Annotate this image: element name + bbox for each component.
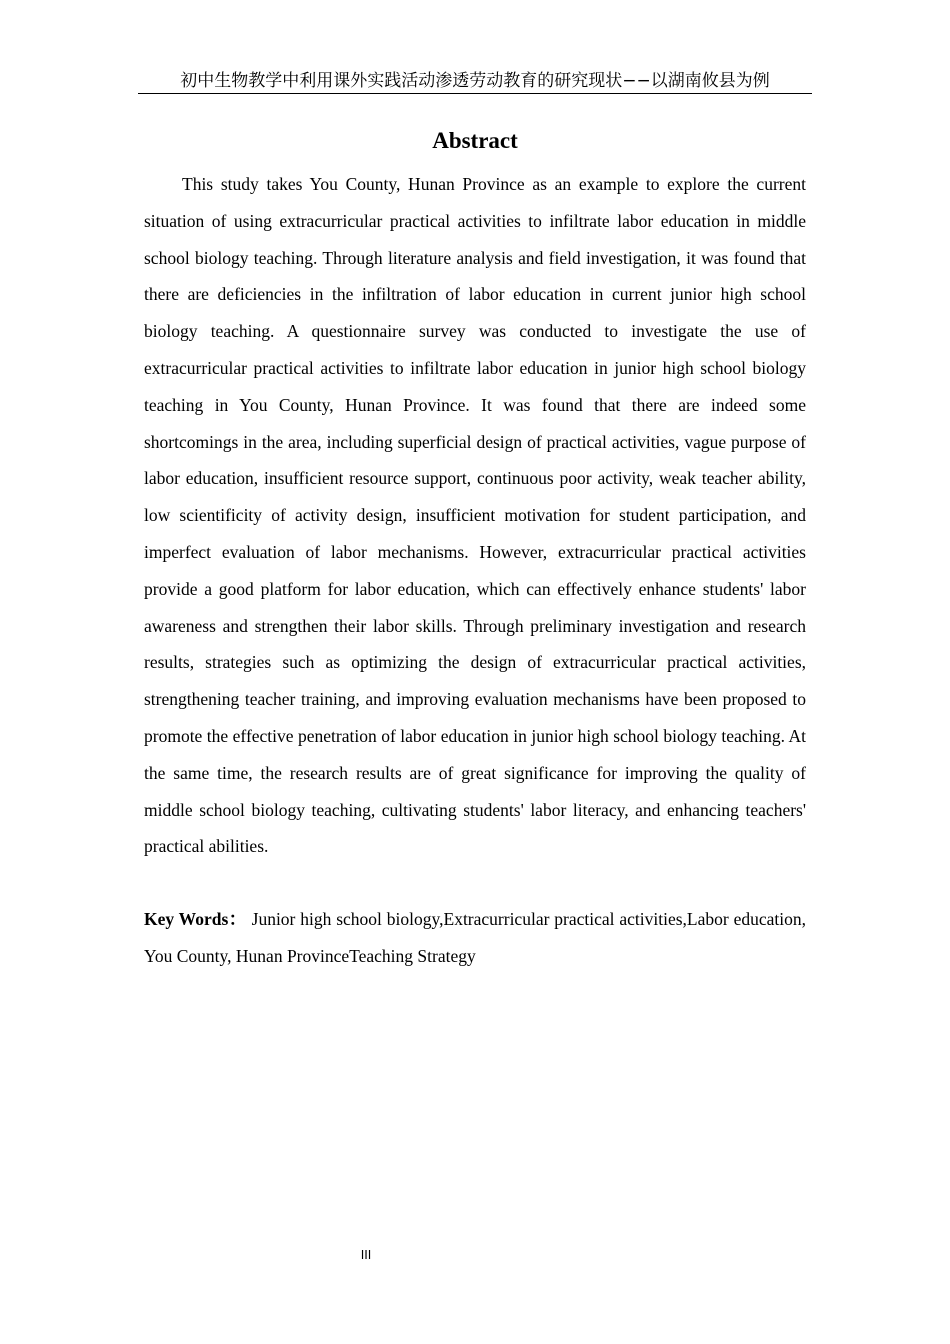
abstract-body: This study takes You County, Hunan Province as an example to explore the current situation of using extracurricular practical activities to infiltrate labor education in middle school biology teaching. Through literature analysis and field investigation, it was found that there are deficiencies in the infiltration of labor education in current junior high school biology teaching. A questionnaire survey was conducted to investigate the use of extracurricular practical activities to infiltrate labor education in junior high school biology teaching in You County, Hunan Province. It was found that there are indeed some shortcomings in the area, including superficial design of practical activities, vague purpose of labor education, insufficient resource support, continuous poor activity, weak teacher ability, low scientificity of activity design, insufficient motivation for student participation, and imperfect evaluation of labor mechanisms. However, extracurricular practical activities provide a good platform for labor education, which can effectively enhance students' labor awareness and strengthen their labor skills. Through preliminary investigation and research results, strategies such as optimizing the design of extracurricular practical activities, strengthening teacher training, and improving evaluation mechanisms have been proposed to promote the effective penetration of labor education in junior high school biology teaching. At the same time, the research results are of great significance for improving the quality of middle school biology teaching, cultivating students' labor literacy, and enhancing teachers' practical abilities. [144, 174, 806, 857]
keywords-label: Key Words： [144, 909, 247, 929]
abstract-title: Abstract [432, 128, 518, 153]
keywords-paragraph [144, 901, 806, 975]
running-header: 初中生物教学中利用课外实践活动渗透劳动教育的研究现状−−以湖南攸县为例 [138, 70, 812, 94]
keywords-text: Junior high school biology,Extracurricular practical activities,Labor education, You County, Hunan ProvinceTeaching Strategy [144, 909, 806, 966]
page-number: III [360, 1248, 372, 1262]
